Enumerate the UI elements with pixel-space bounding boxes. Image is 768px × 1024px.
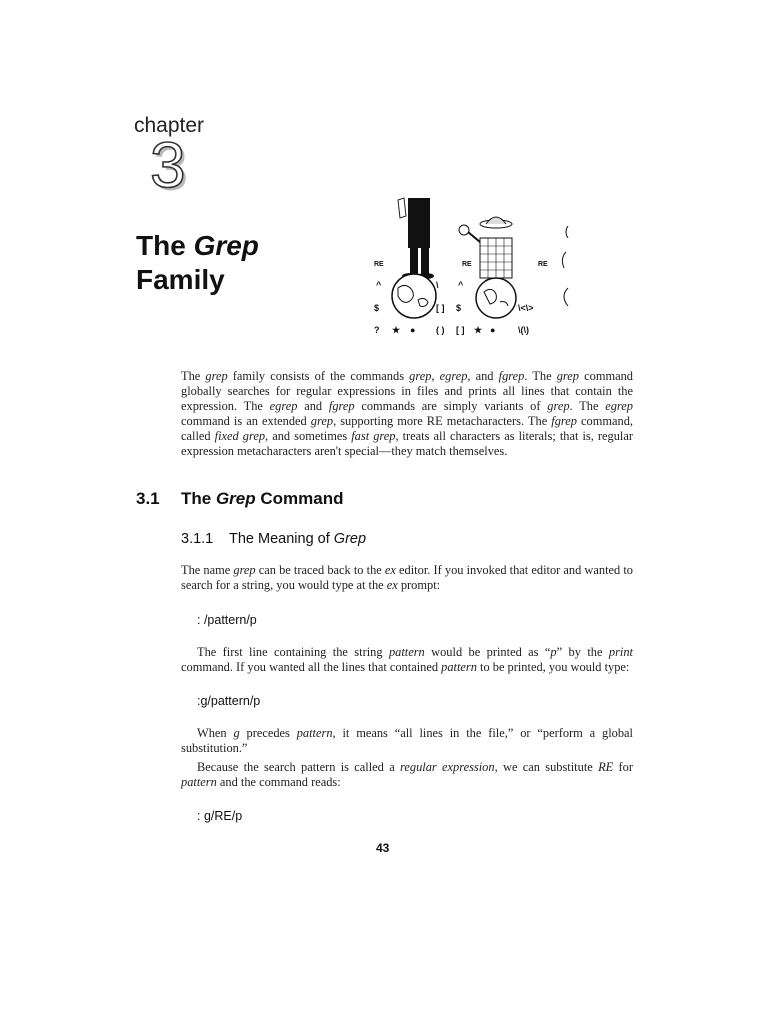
- paragraph-when: When g precedes pattern, it means “all lines in the file,” or “perform a global substitution.”: [181, 726, 633, 755]
- partial-figure-icon: [562, 226, 568, 306]
- symbol-star: ★: [474, 325, 483, 335]
- paragraph-name: The name grep can be traced back to the ex editor. If you invoked that editor and wanted to search for a string, you would type at the ex prompt:: [181, 563, 633, 592]
- page-number: 43: [376, 841, 390, 855]
- symbol-parens: ( ): [436, 325, 445, 335]
- subsection-heading-3-1-1: 3.1.1 The Meaning of Grep: [181, 531, 367, 547]
- chapter-title-grep: Grep: [193, 230, 259, 261]
- chapter-title-family: Family: [136, 264, 225, 295]
- symbol-brackets: [ ]: [456, 325, 465, 335]
- tall-figure-icon: [398, 198, 434, 279]
- symbol-brackets: [ ]: [436, 303, 445, 313]
- paragraph-because: Because the search pattern is called a regular expression, we can substitute RE for pattern and the command reads:: [181, 760, 633, 789]
- code-example: :g/pattern/p: [197, 694, 261, 708]
- section-number: 3.1: [136, 489, 160, 508]
- symbol-escaped-parens: \(\): [518, 325, 529, 335]
- symbol-caret: ^: [376, 280, 382, 290]
- code-example: : g/RE/p: [197, 809, 243, 823]
- symbol-dollar: $: [374, 303, 380, 313]
- chapter-number: 3: [150, 129, 186, 201]
- chapter-illustration: [368, 196, 572, 338]
- symbol-star: ★: [392, 325, 401, 335]
- re-label: RE: [374, 261, 384, 268]
- symbol-question: ?: [374, 325, 380, 335]
- symbol-dollar: $: [456, 303, 462, 313]
- subsection-number: 3.1.1: [181, 531, 214, 547]
- chapter-title: [136, 229, 259, 297]
- re-label: RE: [462, 261, 472, 268]
- detective-figure-icon: [459, 217, 512, 278]
- re-label: RE: [538, 261, 548, 268]
- globe-icon: [392, 274, 436, 318]
- section-heading-3-1: 3.1 The Grep Command: [136, 489, 344, 508]
- chapter-title-the: The: [136, 230, 186, 261]
- symbol-dot: ●: [410, 325, 416, 335]
- chapter-label: chapter: [134, 114, 205, 137]
- paragraph-first-line: The first line containing the string pattern would be printed as “p” by the print command. If you wanted all the lines that contained pattern to be printed, you would type:: [181, 645, 634, 674]
- symbol-backslash: \: [436, 280, 439, 290]
- symbol-word-boundary: \<\>: [518, 303, 534, 313]
- globe-icon: [476, 278, 516, 318]
- symbol-caret: ^: [458, 280, 464, 290]
- intro-paragraph: The grep family consists of the commands grep, egrep, and fgrep. The grep command globally searches for regular expressions in files and prints all lines that contain the expression. The egrep and fgrep commands are simply variants of grep. The egrep command is an extended grep, supporting more RE metacharacters. The fgrep command, called fixed grep, and sometimes fast grep, treats all characters as literals; that is, regular expression metacharacters aren't special—they match themselves.: [181, 369, 633, 458]
- code-example: : /pattern/p: [197, 613, 257, 627]
- symbol-dot: ●: [490, 325, 496, 335]
